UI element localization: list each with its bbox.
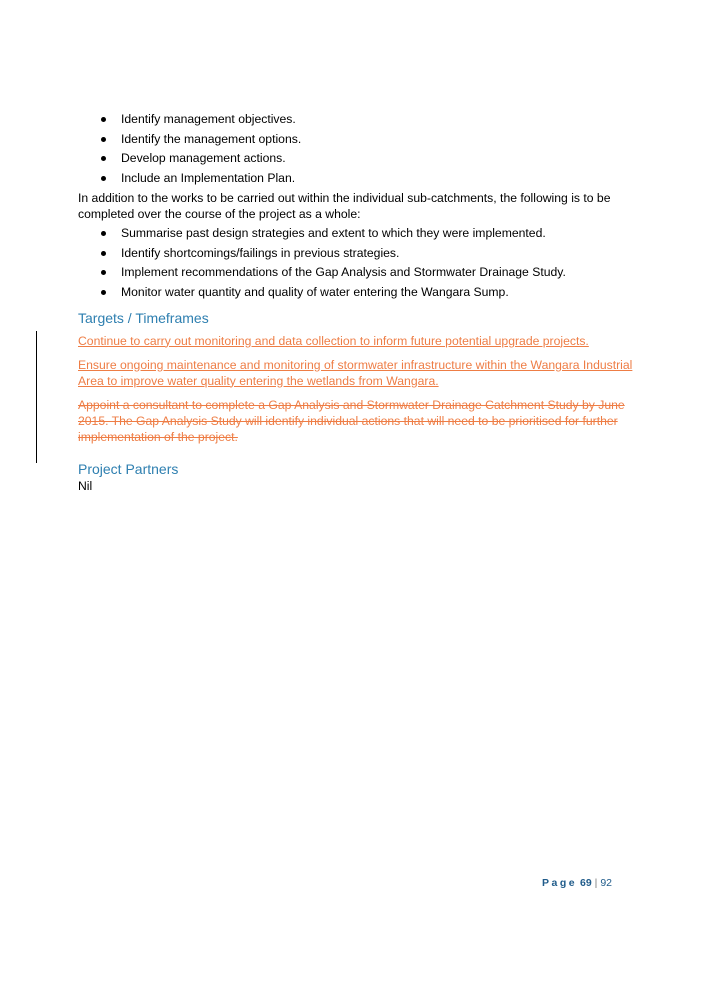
partners-heading: Project Partners xyxy=(78,460,179,477)
list-item xyxy=(78,265,638,280)
tracked-change-bar xyxy=(36,331,37,463)
page-footer xyxy=(542,877,612,889)
bullet-list-objectives xyxy=(78,112,638,186)
list-item xyxy=(78,112,638,127)
partners-value: Nil xyxy=(78,478,93,493)
list-item-text: Develop management actions. xyxy=(121,151,286,165)
list-item xyxy=(78,132,638,147)
list-item xyxy=(78,285,638,300)
list-item xyxy=(78,171,638,186)
list-item-text: Identify management objectives. xyxy=(121,112,296,126)
bullet-icon xyxy=(101,231,106,236)
list-item xyxy=(78,246,638,261)
list-item-text: Summarise past design strategies and extent to which they were implemented. xyxy=(121,226,546,240)
list-item xyxy=(78,226,638,241)
list-item-text: Identify the management options. xyxy=(121,131,302,146)
list-item-text: Identify shortcomings/failings in previous strategies. xyxy=(121,245,400,260)
list-item-text: Include an Implementation Plan. xyxy=(121,170,296,185)
bullet-icon xyxy=(101,137,106,142)
list-item-text: Implement recommendations of the Gap Analysis and Stormwater Drainage Study. xyxy=(121,265,566,279)
list-item-text: Monitor water quantity and quality of water entering the Wangara Sump. xyxy=(121,284,509,299)
page-number: 69 xyxy=(580,877,592,889)
intro-paragraph: In addition to the works to be carried out within the individual sub-catchments, the following is to be completed over the course of the project as a whole: xyxy=(78,191,611,221)
page-label: Page xyxy=(542,877,578,889)
page-content xyxy=(78,112,638,494)
bullet-icon xyxy=(101,156,106,161)
bullet-icon xyxy=(101,176,106,181)
targets-heading: Targets / Timeframes xyxy=(78,309,209,326)
list-item xyxy=(78,151,638,166)
bullet-icon xyxy=(101,117,106,122)
page-separator: | xyxy=(594,877,598,889)
bullet-icon xyxy=(101,251,106,256)
tracked-deletion: Appoint a consultant to complete a Gap Analysis and Stormwater Drainage Catchment Study by June 2015. The Gap Analysis Study will identify individual actions that will need to be prioritised for further implementation of the project. xyxy=(78,397,625,444)
bullet-icon xyxy=(101,290,106,295)
tracked-insertion: Continue to carry out monitoring and data collection to inform future potential upgrade projects. xyxy=(78,333,589,348)
bullet-list-project xyxy=(78,226,638,300)
total-pages: 92 xyxy=(600,877,612,889)
tracked-insertion: Ensure ongoing maintenance and monitoring of stormwater infrastructure within the Wangara Industrial Area to improve water quality entering the wetlands from Wangara. xyxy=(78,357,633,388)
bullet-icon xyxy=(101,270,106,275)
